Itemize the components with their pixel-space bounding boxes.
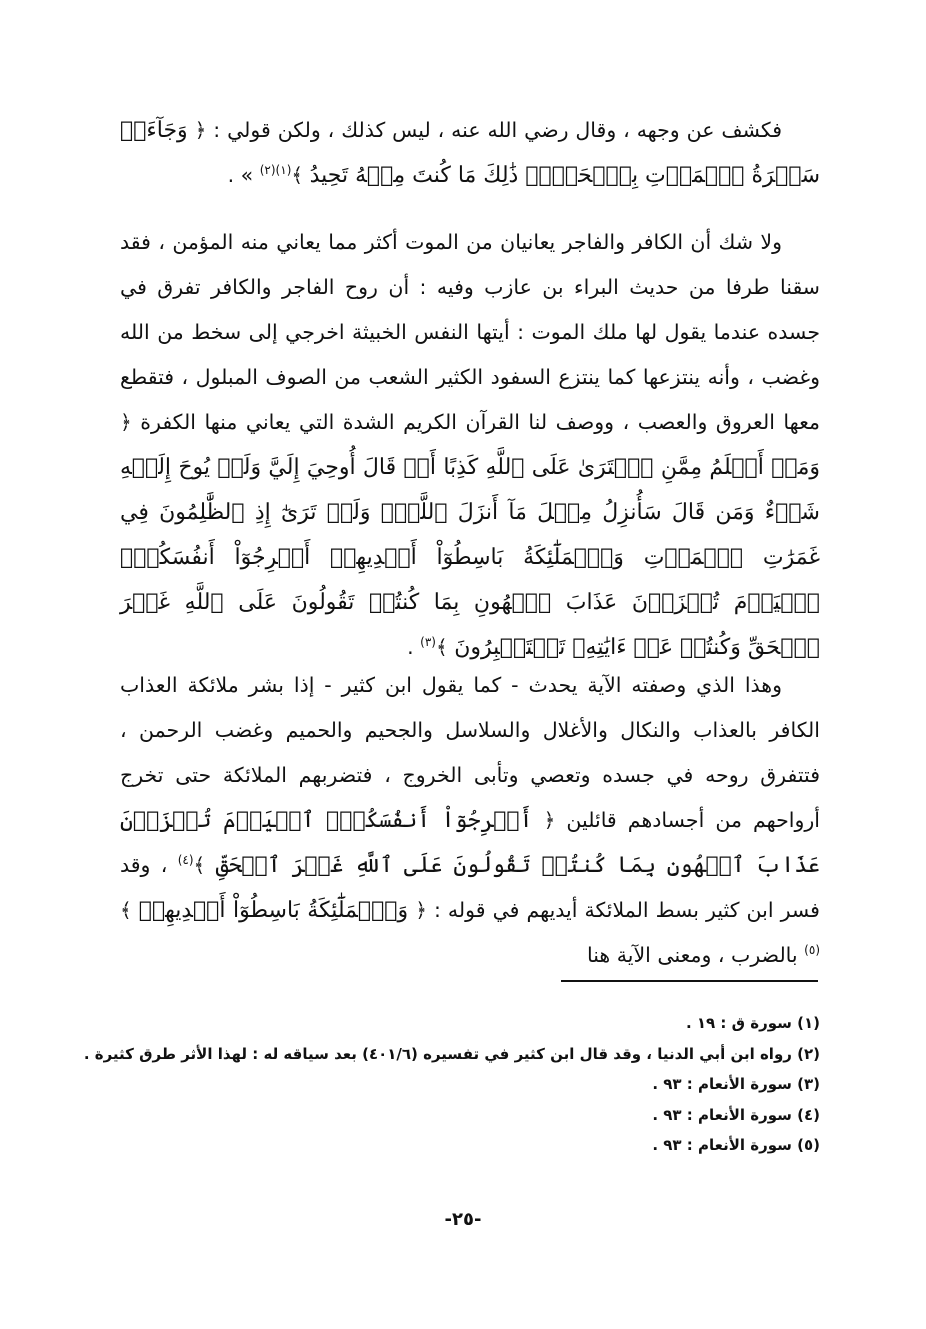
paragraph-3 bbox=[120, 663, 820, 978]
paragraph-3-text-a: وهذا الذي وصفته الآية يحدث - كما يقول ابن كثير - إذا بشر ملائكة العذاب الكافر بالعذاب والنكال والأغلال والسلاسل والجحيم والحميم وغضب الرحمن ، فتتفرق روحه في جسده وتعصي وتأبى الخروج ، فتضربهم الملائكة حتى تخرج أرواحهم من أجسادهم قائلين bbox=[120, 673, 820, 832]
footnote-separator bbox=[561, 980, 818, 982]
quran-open-bracket: ﴿ bbox=[543, 808, 556, 832]
quran-open-bracket: ﴿ bbox=[194, 118, 207, 142]
footnote-3: (٣) سورة الأنعام : ٩٣ . bbox=[652, 1075, 820, 1093]
footnote-reference: (٥) bbox=[804, 943, 820, 958]
quran-close-bracket: ﴾ bbox=[193, 853, 206, 877]
quran-verse: وَجَآءَتۡ سَكۡرَةُ ٱلۡمَوۡتِ بِٱلۡحَقِّۚ ذَٰلِكَ مَا كُنتَ مِنۡهُ تَحِيدُ bbox=[120, 118, 820, 188]
page-number: -٢٥- bbox=[444, 1209, 482, 1230]
paragraph-3-text-c: بالضرب ، ومعنى الآية هنا bbox=[587, 943, 798, 967]
quran-open-bracket: ﴿ bbox=[415, 898, 427, 922]
paragraph-1-end: » . bbox=[227, 163, 254, 187]
footnote-1: (١) سورة ق : ١٩ . bbox=[685, 1014, 820, 1032]
quran-close-bracket: ﴾ bbox=[435, 635, 448, 659]
quran-close-bracket: ﴾ bbox=[291, 163, 304, 187]
quran-verse: أَخۡرِجُوٓاْ أَنفُسَكُمُۖ ٱلۡيَوۡمَ تُجۡزَوۡنَ عَذَابَ ٱلۡهُونِ بِمَا كُنتُمۡ تَقُولُونَ عَلَى ٱللَّهِ غَيۡرَ ٱلۡحَقِّ bbox=[120, 808, 820, 878]
footnote-4: (٤) سورة الأنعام : ٩٣ . bbox=[652, 1105, 820, 1124]
footnote-reference: (٣) bbox=[420, 635, 436, 650]
quran-open-bracket: ﴿ bbox=[120, 410, 132, 434]
quran-close-bracket: ﴾ bbox=[120, 898, 132, 922]
footnote-5: (٥) سورة الأنعام : ٩٣ . bbox=[652, 1136, 820, 1154]
footnote-reference: (١)(٢) bbox=[259, 163, 292, 178]
footnotes bbox=[83, 1008, 820, 1161]
footnote-reference: (٤) bbox=[177, 853, 194, 868]
paragraph-1 bbox=[120, 108, 820, 198]
paragraph-2 bbox=[120, 220, 820, 670]
paragraph-1-text: فكشف عن وجهه ، وقال رضي الله عنه ، ليس كذلك ، ولكن قولي : bbox=[213, 118, 782, 142]
footnote-2: (٢) رواه ابن أبي الدنيا ، وقد قال ابن كثير في تفسيره (٤٠١/٦) بعد سياقه له : لهذا الأثر طرق كثيرة . bbox=[83, 1044, 820, 1063]
paragraph-3-text-b: ، وقد فسر ابن كثير بسط الملائكة أيديهم في قوله : bbox=[120, 853, 820, 922]
paragraph-2-text: ولا شك أن الكافر والفاجر يعانيان من الموت أكثر مما يعاني منه المؤمن ، فقد سقنا طرفا من حديث البراء بن عازب وفيه : أن روح الفاجر والكافر تفرق في جسده عندما يقول لها ملك الموت : أيتها النفس الخبيثة اخرجي إلى سخط من الله وغضب ، وأنه ينتزعها كما ينتزع السفود الكثير الشعب من الصوف المبلول ، فتقطع معها العروق والعصب ، ووصف لنا القرآن الكريم الشدة التي يعاني منها الكفرة bbox=[120, 230, 820, 434]
paragraph-2-end: . bbox=[407, 635, 414, 659]
quran-verse: وَٱلۡمَلَٰٓئِكَةُ بَاسِطُوٓاْ أَيۡدِيهِمۡ bbox=[138, 898, 409, 923]
quran-verse: وَمَنۡ أَظۡلَمُ مِمَّنِ ٱفۡتَرَىٰ عَلَى ٱللَّهِ كَذِبًا أَوۡ قَالَ أُوحِيَ إِلَيَّ وَلَمۡ يُوحَ إِلَيۡهِ شَيۡءٌ وَمَن قَالَ سَأُنزِلُ مِثۡلَ مَآ أَنزَلَ ٱللَّهُۗ وَلَوۡ تَرَىٰٓ إِذِ ٱلظَّٰلِمُونَ فِي غَمَرَٰتِ ٱلۡمَوۡتِ وَٱلۡمَلَٰٓئِكَةُ بَاسِطُوٓاْ أَيۡدِيهِمۡ أَخۡرِجُوٓاْ أَنفُسَكُمُۖ ٱلۡيَوۡمَ تُجۡزَوۡنَ عَذَابَ ٱلۡهُونِ بِمَا كُنتُمۡ تَقُولُونَ عَلَى ٱللَّهِ غَيۡرَ ٱلۡحَقِّ وَكُنتُمۡ عَنۡ ءَايَٰتِهِۦ تَسۡتَكۡبِرُونَ bbox=[120, 455, 821, 660]
